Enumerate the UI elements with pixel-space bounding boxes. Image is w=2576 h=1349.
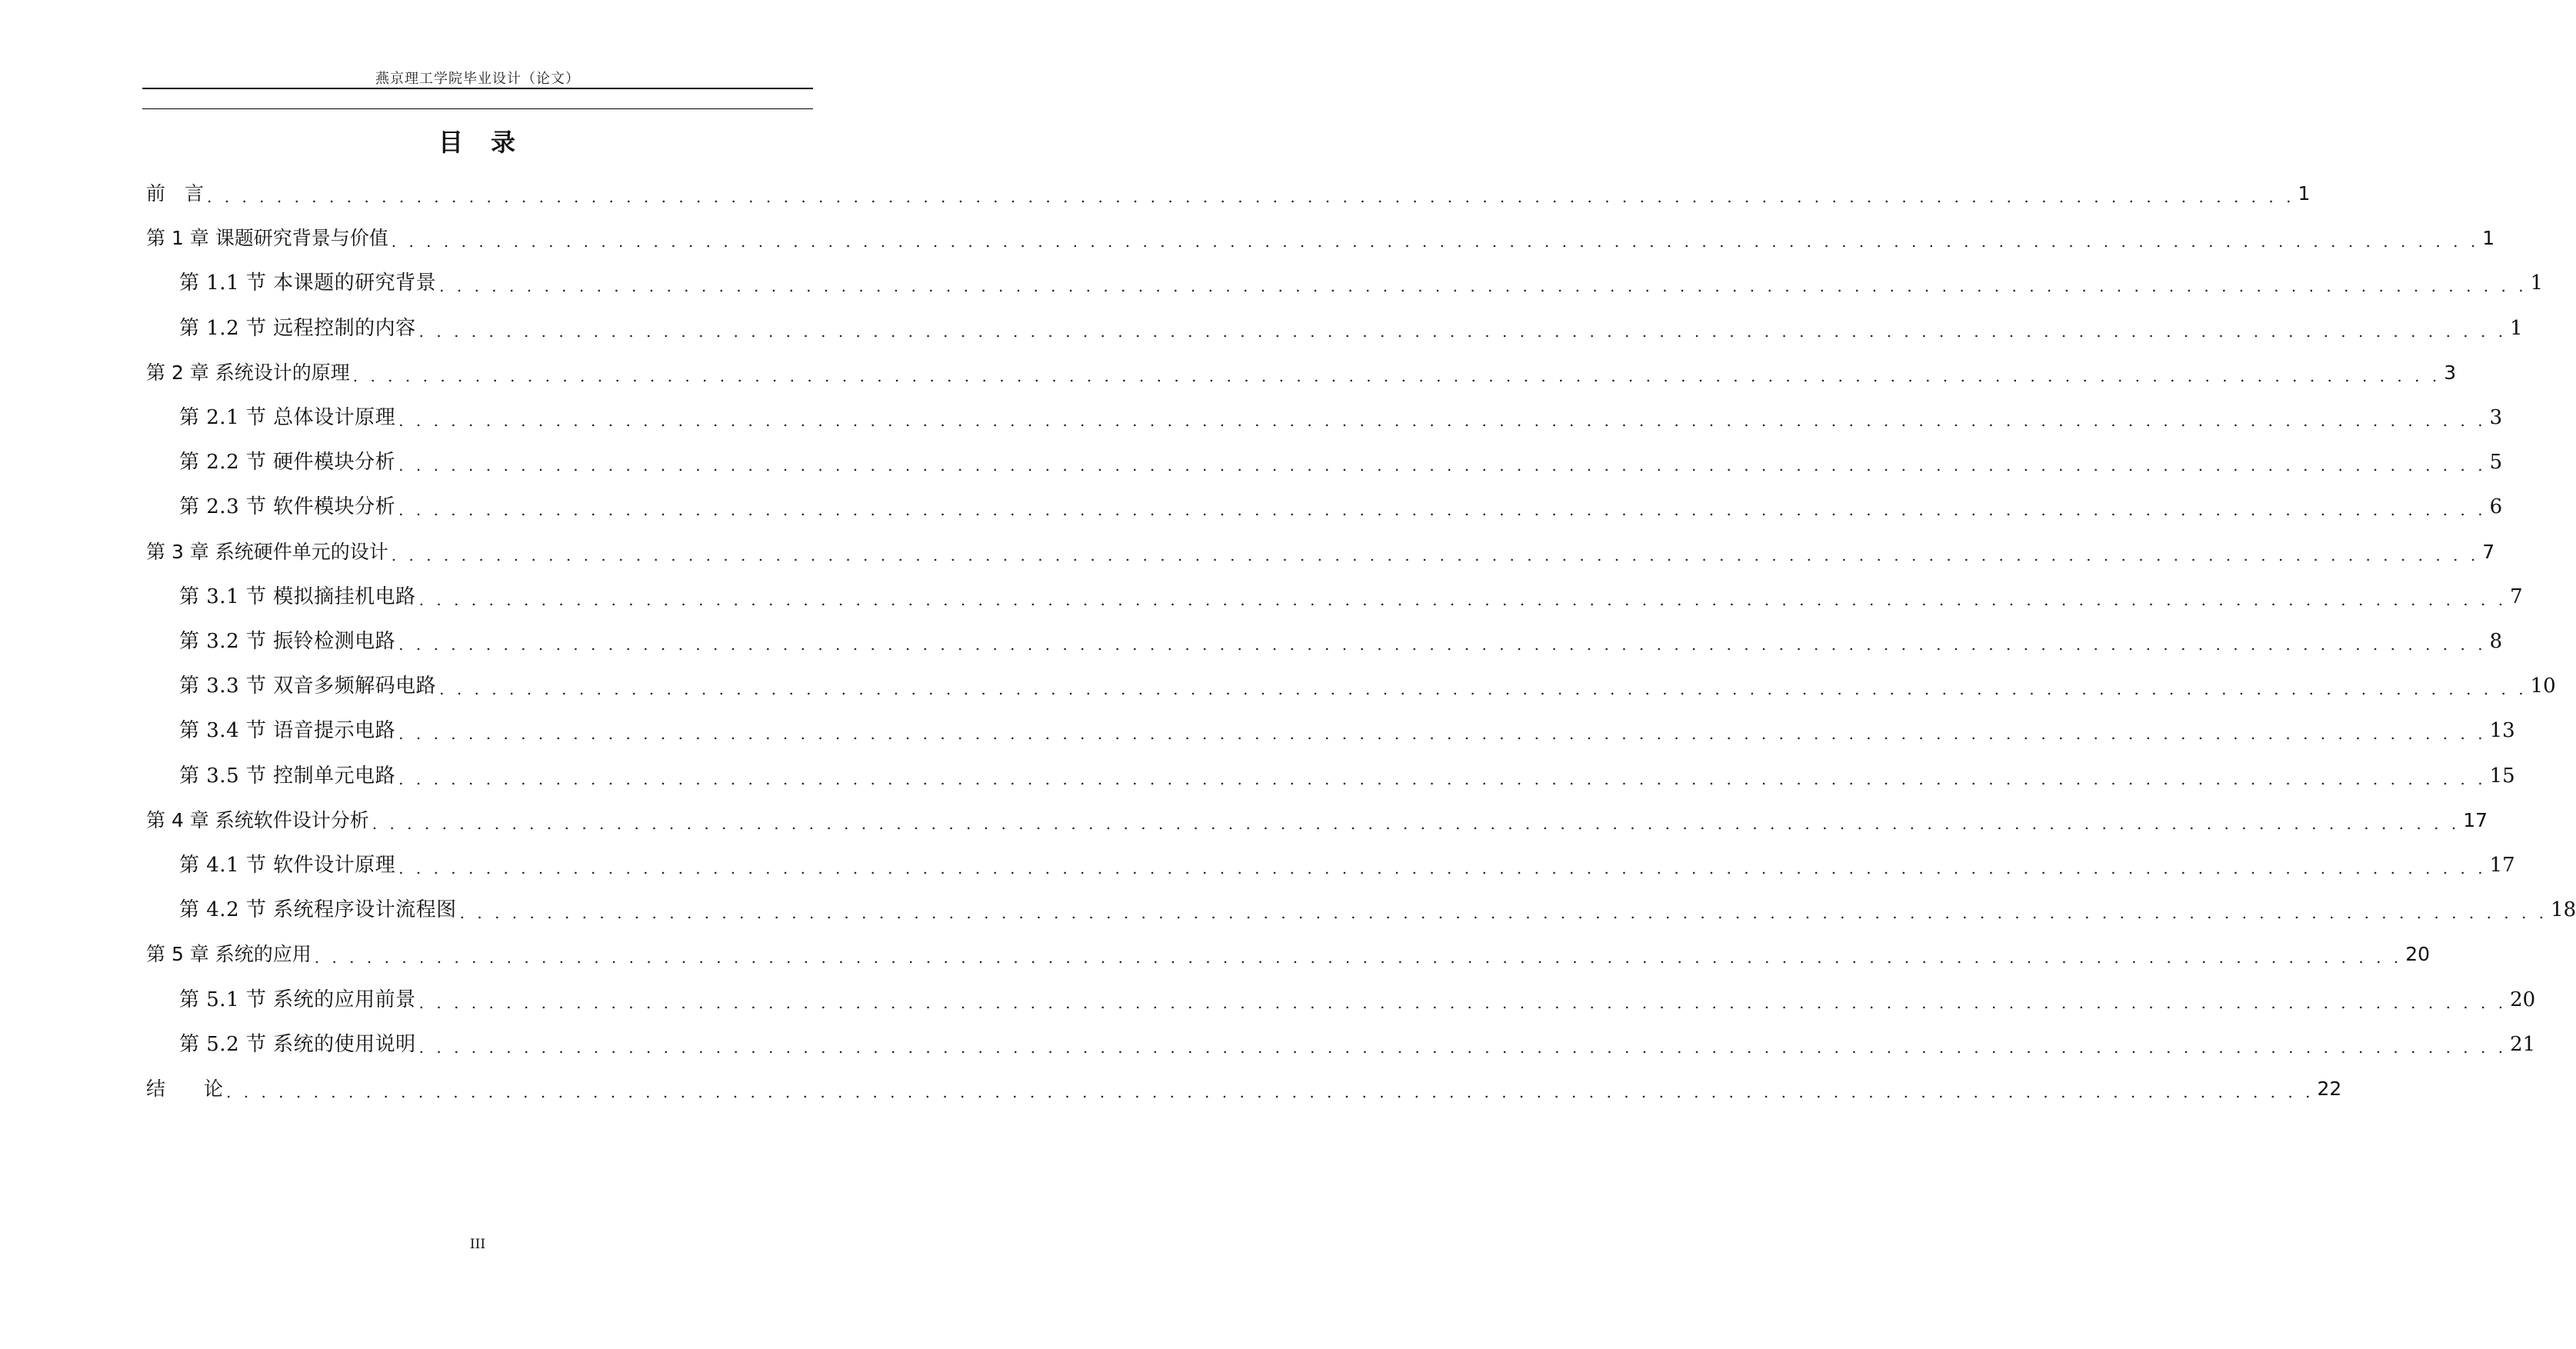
toc-entry[interactable] (179, 894, 2576, 925)
toc-dot-leader: . . . . . . . . . . . . . . . . . . . . . . . . . . . . . . . . . . . . . . . . . . . . . . . . . . . . . . . . . . . . . . . . . . . . . . . . . . . . . . . . . . . . . . . . . . . . . . . . . . . . . . . . . . . . . . . . . . . . . . . . (459, 904, 2548, 922)
toc-dot-leader: . . . . . . . . . . . . . . . . . . . . . . . . . . . . . . . . . . . . . . . . . . . . . . . . . . . . . . . . . . . . . . . . . . . . . . . . . . . . . . . . . . . . . . . . . . . . . . . . . . . . . . . . . . . . . . . . . . . . . . . . (391, 232, 2480, 251)
toc-entry[interactable] (146, 178, 2311, 209)
toc-dot-leader: . . . . . . . . . . . . . . . . . . . . . . . . . . . . . . . . . . . . . . . . . . . . . . . . . . . . . . . . . . . . . . . . . . . . . . . . . . . . . . . . . . . . . . . . . . . . . . . . . . . . . . . . . . . . . . . . . . . . . . . . (418, 994, 2508, 1012)
toc-entry-page: 1 (2510, 317, 2523, 340)
toc-entry-label: 第 2.2 节 硬件模块分析 (179, 451, 396, 474)
toc-entry-page: 6 (2489, 495, 2503, 518)
toc-entry-label: 第 1.1 节 本课题的研究背景 (179, 271, 437, 295)
toc-entry-page: 18 (2551, 898, 2576, 921)
toc-entry-label: 第 1 章 课题研究背景与价值 (146, 227, 388, 249)
toc-entry[interactable] (179, 268, 2544, 298)
running-header: 燕京理工学院毕业设计（论文） (375, 71, 580, 87)
toc-entry-label: 第 3 章 系统硬件单元的设计 (146, 541, 388, 563)
toc-entry-page: 7 (2510, 585, 2523, 608)
toc-dot-leader: . . . . . . . . . . . . . . . . . . . . . . . . . . . . . . . . . . . . . . . . . . . . . . . . . . . . . . . . . . . . . . . . . . . . . . . . . . . . . . . . . . . . . . . . . . . . . . . . . . . . . . . . . . . . . . . . . . . . . . . . (207, 188, 2295, 206)
toc-entry[interactable] (179, 313, 2523, 344)
page-number: III (469, 1237, 486, 1252)
toc-title: 目 录 (438, 128, 517, 157)
toc-entry[interactable] (179, 491, 2503, 522)
toc-entry-page: 3 (2444, 361, 2457, 384)
toc-entry-page: 8 (2489, 630, 2503, 653)
toc-entry[interactable] (179, 1029, 2536, 1060)
toc-entry[interactable] (146, 537, 2495, 568)
toc-dot-leader: . . . . . . . . . . . . . . . . . . . . . . . . . . . . . . . . . . . . . . . . . . . . . . . . . . . . . . . . . . . . . . . . . . . . . . . . . . . . . . . . . . . . . . . . . . . . . . . . . . . . . . . . . . . . . . . . . . . . . . . . (418, 591, 2508, 609)
toc-entry-label: 第 4.1 节 软件设计原理 (179, 854, 396, 877)
toc-entry-page: 1 (2298, 182, 2311, 205)
toc-entry-label: 结 论 (146, 1078, 224, 1100)
toc-entry[interactable] (146, 805, 2488, 836)
toc-entry-label: 第 3.1 节 模拟摘挂机电路 (179, 585, 416, 608)
toc-entry-label: 第 3.2 节 振铃检测电路 (179, 630, 396, 653)
toc-dot-leader: . . . . . . . . . . . . . . . . . . . . . . . . . . . . . . . . . . . . . . . . . . . . . . . . . . . . . . . . . . . . . . . . . . . . . . . . . . . . . . . . . . . . . . . . . . . . . . . . . . . . . . . . . . . . . . . . . . . . . . . . (398, 456, 2487, 475)
toc-entry-label: 第 3.5 节 控制单元电路 (179, 764, 396, 788)
toc-entry-page: 20 (2510, 988, 2536, 1011)
toc-dot-leader: . . . . . . . . . . . . . . . . . . . . . . . . . . . . . . . . . . . . . . . . . . . . . . . . . . . . . . . . . . . . . . . . . . . . . . . . . . . . . . . . . . . . . . . . . . . . . . . . . . . . . . . . . . . . . . . . . . . . . . . . (398, 501, 2487, 519)
toc-entry-label: 第 3.4 节 语音提示电路 (179, 719, 396, 742)
toc-entry-label: 第 2 章 系统设计的原理 (146, 361, 350, 384)
toc-entry-label: 第 3.3 节 双音多频解码电路 (179, 674, 437, 698)
toc-dot-leader: . . . . . . . . . . . . . . . . . . . . . . . . . . . . . . . . . . . . . . . . . . . . . . . . . . . . . . . . . . . . . . . . . . . . . . . . . . . . . . . . . . . . . . . . . . . . . . . . . . . . . . . . . . . . . . . . . . . . . . . . (418, 322, 2508, 341)
toc-dot-leader: . . . . . . . . . . . . . . . . . . . . . . . . . . . . . . . . . . . . . . . . . . . . . . . . . . . . . . . . . . . . . . . . . . . . . . . . . . . . . . . . . . . . . . . . . . . . . . . . . . . . . . . . . . . . . . . . . . . . . . . . (314, 948, 2403, 967)
toc-entry-label: 第 2.3 节 软件模块分析 (179, 495, 396, 518)
toc-entry-label: 第 2.1 节 总体设计原理 (179, 406, 396, 429)
toc-entry-page: 20 (2405, 943, 2430, 965)
toc-entry[interactable] (179, 671, 2556, 701)
toc-entry[interactable] (146, 223, 2495, 254)
toc-entry[interactable] (179, 402, 2503, 433)
toc-entry-page: 7 (2482, 541, 2495, 563)
toc-entry-page: 3 (2489, 406, 2503, 429)
toc-entry-page: 21 (2510, 1033, 2536, 1056)
toc-entry-label: 第 1.2 节 远程控制的内容 (179, 317, 416, 340)
toc-entry-page: 17 (2463, 809, 2488, 831)
toc-entry-label: 第 4 章 系统软件设计分析 (146, 809, 369, 831)
toc-entry[interactable] (179, 626, 2503, 657)
toc-entry-label: 第 5 章 系统的应用 (146, 943, 312, 965)
toc-entry[interactable] (146, 1074, 2342, 1104)
toc-entry-page: 17 (2489, 854, 2515, 877)
toc-entry-page: 5 (2489, 451, 2503, 474)
toc-dot-leader: . . . . . . . . . . . . . . . . . . . . . . . . . . . . . . . . . . . . . . . . . . . . . . . . . . . . . . . . . . . . . . . . . . . . . . . . . . . . . . . . . . . . . . . . . . . . . . . . . . . . . . . . . . . . . . . . . . . . . . . . (226, 1083, 2314, 1101)
toc-dot-leader: . . . . . . . . . . . . . . . . . . . . . . . . . . . . . . . . . . . . . . . . . . . . . . . . . . . . . . . . . . . . . . . . . . . . . . . . . . . . . . . . . . . . . . . . . . . . . . . . . . . . . . . . . . . . . . . . . . . . . . . . (391, 546, 2480, 565)
toc-entry[interactable] (179, 447, 2503, 478)
toc-entry-page: 10 (2530, 674, 2556, 698)
toc-entry-label: 前 言 (146, 182, 205, 205)
toc-entry-label: 第 5.1 节 系统的应用前景 (179, 988, 416, 1011)
toc-dot-leader: . . . . . . . . . . . . . . . . . . . . . . . . . . . . . . . . . . . . . . . . . . . . . . . . . . . . . . . . . . . . . . . . . . . . . . . . . . . . . . . . . . . . . . . . . . . . . . . . . . . . . . . . . . . . . . . . . . . . . . . . (398, 411, 2487, 430)
toc-dot-leader: . . . . . . . . . . . . . . . . . . . . . . . . . . . . . . . . . . . . . . . . . . . . . . . . . . . . . . . . . . . . . . . . . . . . . . . . . . . . . . . . . . . . . . . . . . . . . . . . . . . . . . . . . . . . . . . . . . . . . . . . (398, 635, 2487, 654)
toc-entry[interactable] (179, 984, 2536, 1015)
toc-dot-leader: . . . . . . . . . . . . . . . . . . . . . . . . . . . . . . . . . . . . . . . . . . . . . . . . . . . . . . . . . . . . . . . . . . . . . . . . . . . . . . . . . . . . . . . . . . . . . . . . . . . . . . . . . . . . . . . . . . . . . . . . (439, 277, 2528, 295)
toc-dot-leader: . . . . . . . . . . . . . . . . . . . . . . . . . . . . . . . . . . . . . . . . . . . . . . . . . . . . . . . . . . . . . . . . . . . . . . . . . . . . . . . . . . . . . . . . . . . . . . . . . . . . . . . . . . . . . . . . . . . . . . . . (398, 770, 2487, 788)
toc-entry-label: 第 5.2 节 系统的使用说明 (179, 1033, 416, 1056)
toc-entry-page: 13 (2489, 719, 2515, 742)
toc-dot-leader: . . . . . . . . . . . . . . . . . . . . . . . . . . . . . . . . . . . . . . . . . . . . . . . . . . . . . . . . . . . . . . . . . . . . . . . . . . . . . . . . . . . . . . . . . . . . . . . . . . . . . . . . . . . . . . . . . . . . . . . . (418, 1038, 2508, 1057)
toc-entry-label: 第 4.2 节 系统程序设计流程图 (179, 898, 457, 921)
toc-dot-leader: . . . . . . . . . . . . . . . . . . . . . . . . . . . . . . . . . . . . . . . . . . . . . . . . . . . . . . . . . . . . . . . . . . . . . . . . . . . . . . . . . . . . . . . . . . . . . . . . . . . . . . . . . . . . . . . . . . . . . . . . (352, 367, 2441, 385)
toc-dot-leader: . . . . . . . . . . . . . . . . . . . . . . . . . . . . . . . . . . . . . . . . . . . . . . . . . . . . . . . . . . . . . . . . . . . . . . . . . . . . . . . . . . . . . . . . . . . . . . . . . . . . . . . . . . . . . . . . . . . . . . . . (439, 680, 2528, 698)
toc-entry[interactable] (146, 939, 2430, 970)
toc-entry-page: 1 (2530, 271, 2544, 295)
toc-entry[interactable] (146, 358, 2457, 388)
toc-entry-page: 15 (2489, 764, 2515, 788)
toc-entry-page: 22 (2317, 1078, 2342, 1100)
toc-entry[interactable] (179, 715, 2515, 746)
toc-dot-leader: . . . . . . . . . . . . . . . . . . . . . . . . . . . . . . . . . . . . . . . . . . . . . . . . . . . . . . . . . . . . . . . . . . . . . . . . . . . . . . . . . . . . . . . . . . . . . . . . . . . . . . . . . . . . . . . . . . . . . . . . (398, 859, 2487, 878)
toc-entry-page: 1 (2482, 227, 2495, 249)
toc-entry[interactable] (179, 581, 2523, 612)
toc-entry[interactable] (179, 761, 2515, 791)
toc-dot-leader: . . . . . . . . . . . . . . . . . . . . . . . . . . . . . . . . . . . . . . . . . . . . . . . . . . . . . . . . . . . . . . . . . . . . . . . . . . . . . . . . . . . . . . . . . . . . . . . . . . . . . . . . . . . . . . . . . . . . . . . . (398, 724, 2487, 743)
toc-entry[interactable] (179, 850, 2515, 881)
toc-dot-leader: . . . . . . . . . . . . . . . . . . . . . . . . . . . . . . . . . . . . . . . . . . . . . . . . . . . . . . . . . . . . . . . . . . . . . . . . . . . . . . . . . . . . . . . . . . . . . . . . . . . . . . . . . . . . . . . . . . . . . . . . (372, 814, 2461, 833)
